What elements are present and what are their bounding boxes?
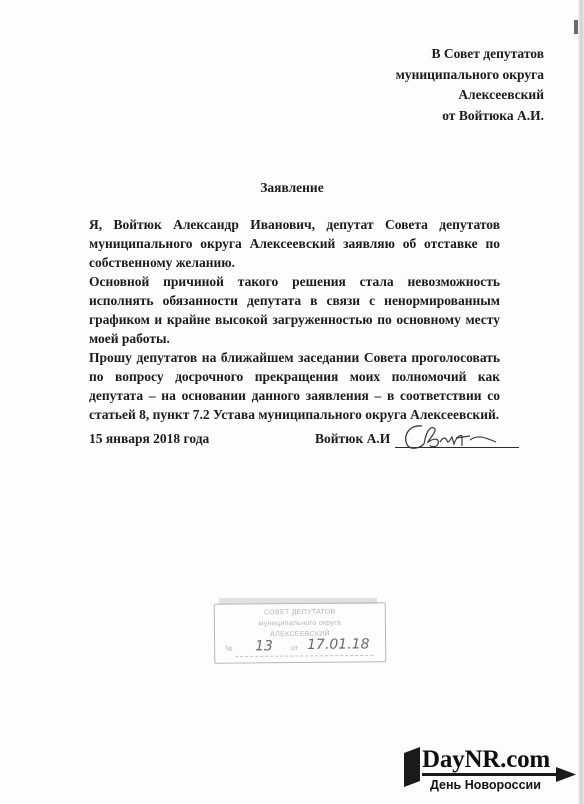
stamp-number-prefix: № (225, 645, 233, 653)
scan-mark (574, 20, 578, 34)
watermark-title: DayNR.com (422, 746, 551, 773)
addressee-line-district: муниципального округа (395, 66, 544, 82)
registration-stamp (214, 602, 387, 663)
handwritten-signature (400, 420, 500, 454)
stamp-date-prefix: от (291, 645, 299, 653)
stamp-date: 17.01.18 (307, 636, 370, 653)
paragraph-reason: Основной причиной такого решения стала невозможность исполнять обязанности депутата в связи с ненормированным графиком и крайне высокой загруженностью по основному месту моей работы. (89, 274, 500, 346)
document-body (89, 215, 500, 424)
document-date: 15 января 2018 года (89, 431, 210, 446)
paragraph-request: Прошу депутатов на ближайшем заседании Совета проголосовать по вопросу досрочного прекращения моих полномочий как депутата – на основании данного заявления – в соответствии со статьей 8, пункт 7.2 Устава муниципального округа Алексеевский. (89, 350, 500, 422)
stamp-line-name: АЛЕКСЕЕВСКИЙ (270, 630, 330, 639)
stamp-number: 13 (255, 638, 274, 655)
page-edge-shadow (578, 0, 584, 804)
signer-name: Войтюк А.И (315, 431, 391, 446)
watermark-subtitle: День Новороссии (430, 778, 541, 792)
document-title: Заявление (260, 180, 324, 195)
addressee-line-council: В Совет депутатов (431, 46, 544, 61)
stamp-line-council: СОВЕТ ДЕПУТАТОВ (264, 608, 336, 617)
addressee-line-from: от Войтюка А.И. (442, 107, 544, 123)
addressee-line-name: Алексеевский (458, 87, 544, 102)
stamp-underline (235, 653, 375, 658)
stamp-line-district: муниципального округа (258, 619, 342, 628)
site-watermark (402, 747, 578, 795)
paragraph-resignation: Я, Войтюк Александр Иванович, депутат Совета депутатов муниципального округа Алексеевский заявляю об отставке по собственному желанию. (89, 217, 500, 270)
addressee-block (396, 44, 544, 126)
